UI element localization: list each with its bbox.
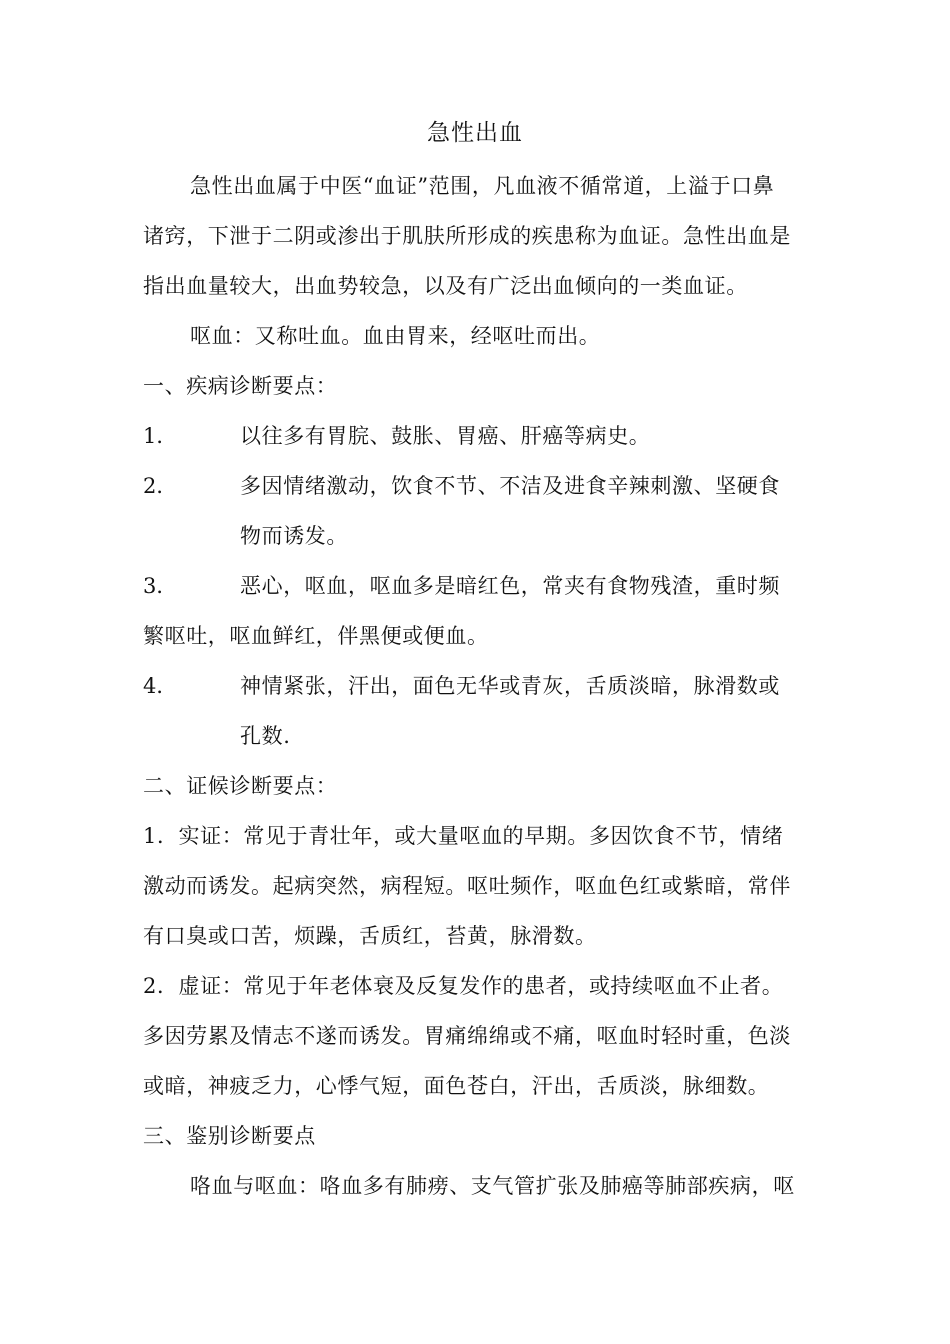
shi-line-1: 1．实证：常见于青壮年，或大量呕血的早期。多因饮食不节，情绪: [143, 824, 784, 848]
vomiting-definition: 呕血：又称吐血。血由胃来，经呕吐而出。: [190, 324, 601, 348]
xu-line-3: 或暗，神疲乏力，心悸气短，面色苍白，汗出，舌质淡，脉细数。: [143, 1074, 770, 1098]
section1-heading: 一、疾病诊断要点：: [143, 374, 338, 398]
item-3-text-line-2: 繁呕吐，呕血鲜红，伴黑便或便血。: [143, 624, 489, 648]
section2-heading: 二、证候诊断要点：: [143, 774, 338, 798]
xu-line-1: 2．虚证：常见于年老体衰及反复发作的患者，或持续呕血不止者。: [143, 974, 784, 998]
shi-line-3: 有口臭或口苦，烦躁，舌质红，苔黄，脉滑数。: [143, 924, 597, 948]
item-4-text-line-1: 神情紧张，汗出，面色无华或青灰，舌质淡暗，脉滑数或: [240, 674, 780, 698]
item-1-number: 1．: [143, 424, 178, 448]
item-2-text-line-1: 多因情绪激动，饮食不节、不洁及进食辛辣刺激、坚硬食: [240, 474, 780, 498]
item-4-number: 4．: [143, 674, 178, 698]
intro-line-2: 诸窍，下泄于二阴或渗出于肌肤所形成的疾患称为血证。急性出血是: [143, 224, 791, 248]
item-2-number: 2．: [143, 474, 178, 498]
item-4-text-line-2: 孔数.: [240, 724, 291, 748]
intro-line-3: 指出血量较大，出血势较急，以及有广泛出血倾向的一类血证。: [143, 274, 748, 298]
section3-heading: 三、鉴别诊断要点: [143, 1124, 316, 1148]
item-1-text: 以往多有胃脘、鼓胀、胃癌、肝癌等病史。: [240, 424, 651, 448]
page-title: 急性出血: [427, 120, 523, 146]
shi-line-2: 激动而诱发。起病突然，病程短。呕吐频作，呕血色红或紫暗，常伴: [143, 874, 791, 898]
xu-line-2: 多因劳累及情志不遂而诱发。胃痛绵绵或不痛，呕血时轻时重，色淡: [143, 1024, 791, 1048]
intro-line-1: 急性出血属于中医“血证”范围，凡血液不循常道，上溢于口鼻: [190, 174, 775, 198]
item-3-number: 3．: [143, 574, 178, 598]
item-2-text-line-2: 物而诱发。: [240, 524, 348, 548]
item-3-text-line-1: 恶心，呕血，呕血多是暗红色，常夹有食物残渣，重时频: [240, 574, 780, 598]
section3-paragraph: 咯血与呕血：咯血多有肺痨、支气管扩张及肺癌等肺部疾病，呕: [190, 1174, 795, 1198]
